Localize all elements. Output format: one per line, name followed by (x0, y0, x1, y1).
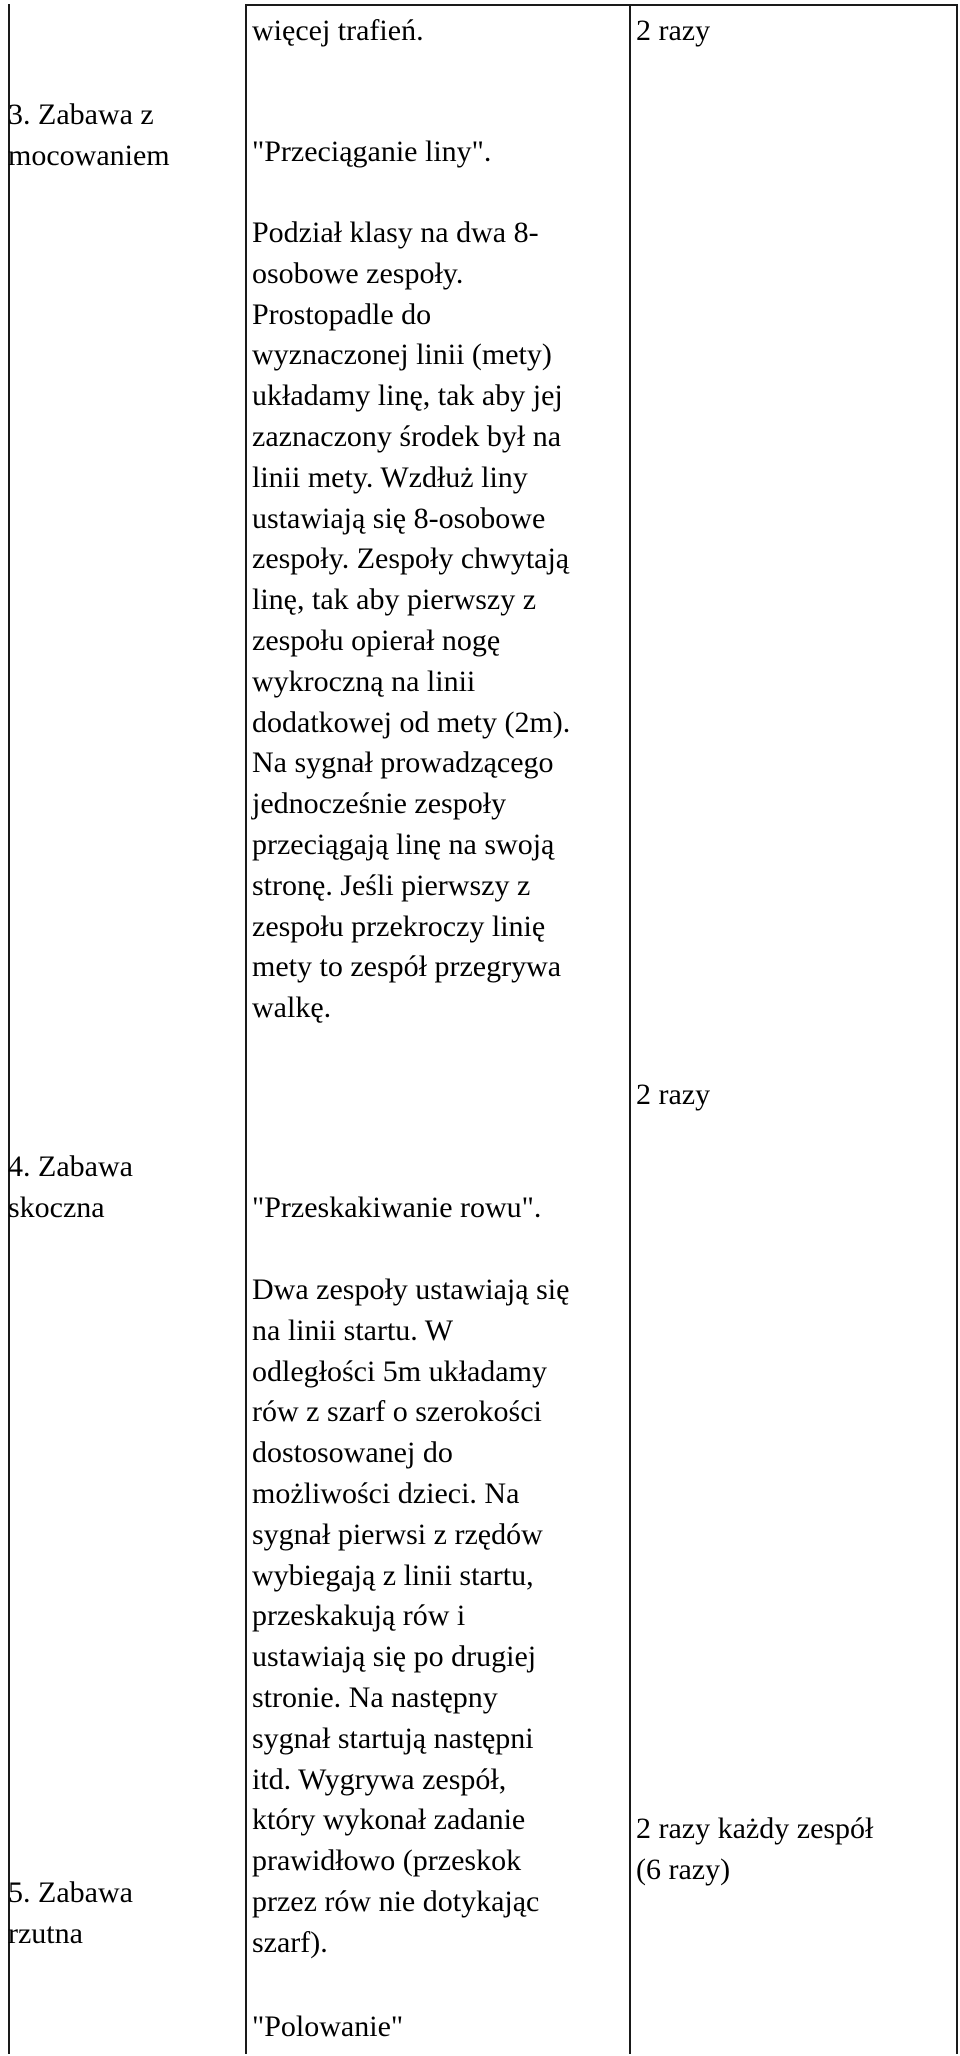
table-border-right (956, 4, 958, 2054)
repetitions-game-4: 2 razy każdy zespół (6 razy) (636, 1812, 874, 1886)
item-3-label: 3. Zabawa z mocowaniem (8, 98, 170, 172)
item-5-label: 5. Zabawa rzutna (8, 1876, 133, 1950)
game-3-description: Podział klasy na dwa 8- osobowe zespoły. Prostopadle do wyznaczonej linii (mety) układamy linę, tak aby jej zaznaczony środek był na linii mety. Wzdłuż liny ustawiają się 8-osobowe zespoły. Zespoły chwytają linę, tak aby pierwszy z zespołu opierał nogę wykroczną na linii dodatkowej od mety (2m). Na sygnał prowadzącego jednocześnie zespoły przeciągają linę na swoją stronę. Jeśli pierwszy z zespołu przekroczy linię mety to zespół przegrywa walkę. (252, 216, 571, 1025)
column-divider-2 (629, 4, 631, 2054)
repetitions-game-3: 2 razy (636, 1078, 711, 1111)
game-3-name: "Przeciąganie liny". (252, 135, 492, 168)
game-4-name: "Przeskakiwanie rowu". (252, 1191, 542, 1224)
table-border-top (245, 4, 958, 6)
game-4-description: Dwa zespoły ustawiają się na linii startu. W odległości 5m układamy rów z szarf o szerokości dostosowanej do możliwości dzieci. Na sygnał pierwsi z rzędów wybiegają z linii startu, przeskakują rów i ustawiają się po drugiej stronie. Na następny sygnał startują następni itd. Wygrywa zespół, który wykonał zadanie prawidłowo (przeskok przez rów nie dotykając szarf). (252, 1273, 570, 1959)
column-divider-1 (245, 4, 247, 2054)
lesson-plan-table (8, 4, 960, 2054)
item-4-label: 4. Zabawa skoczna (8, 1150, 133, 1224)
game-5-name: "Polowanie" (252, 2010, 404, 2043)
previous-description-fragment: więcej trafień. (252, 14, 424, 47)
table-border-left (8, 4, 10, 2054)
repetitions-top: 2 razy (636, 14, 711, 47)
